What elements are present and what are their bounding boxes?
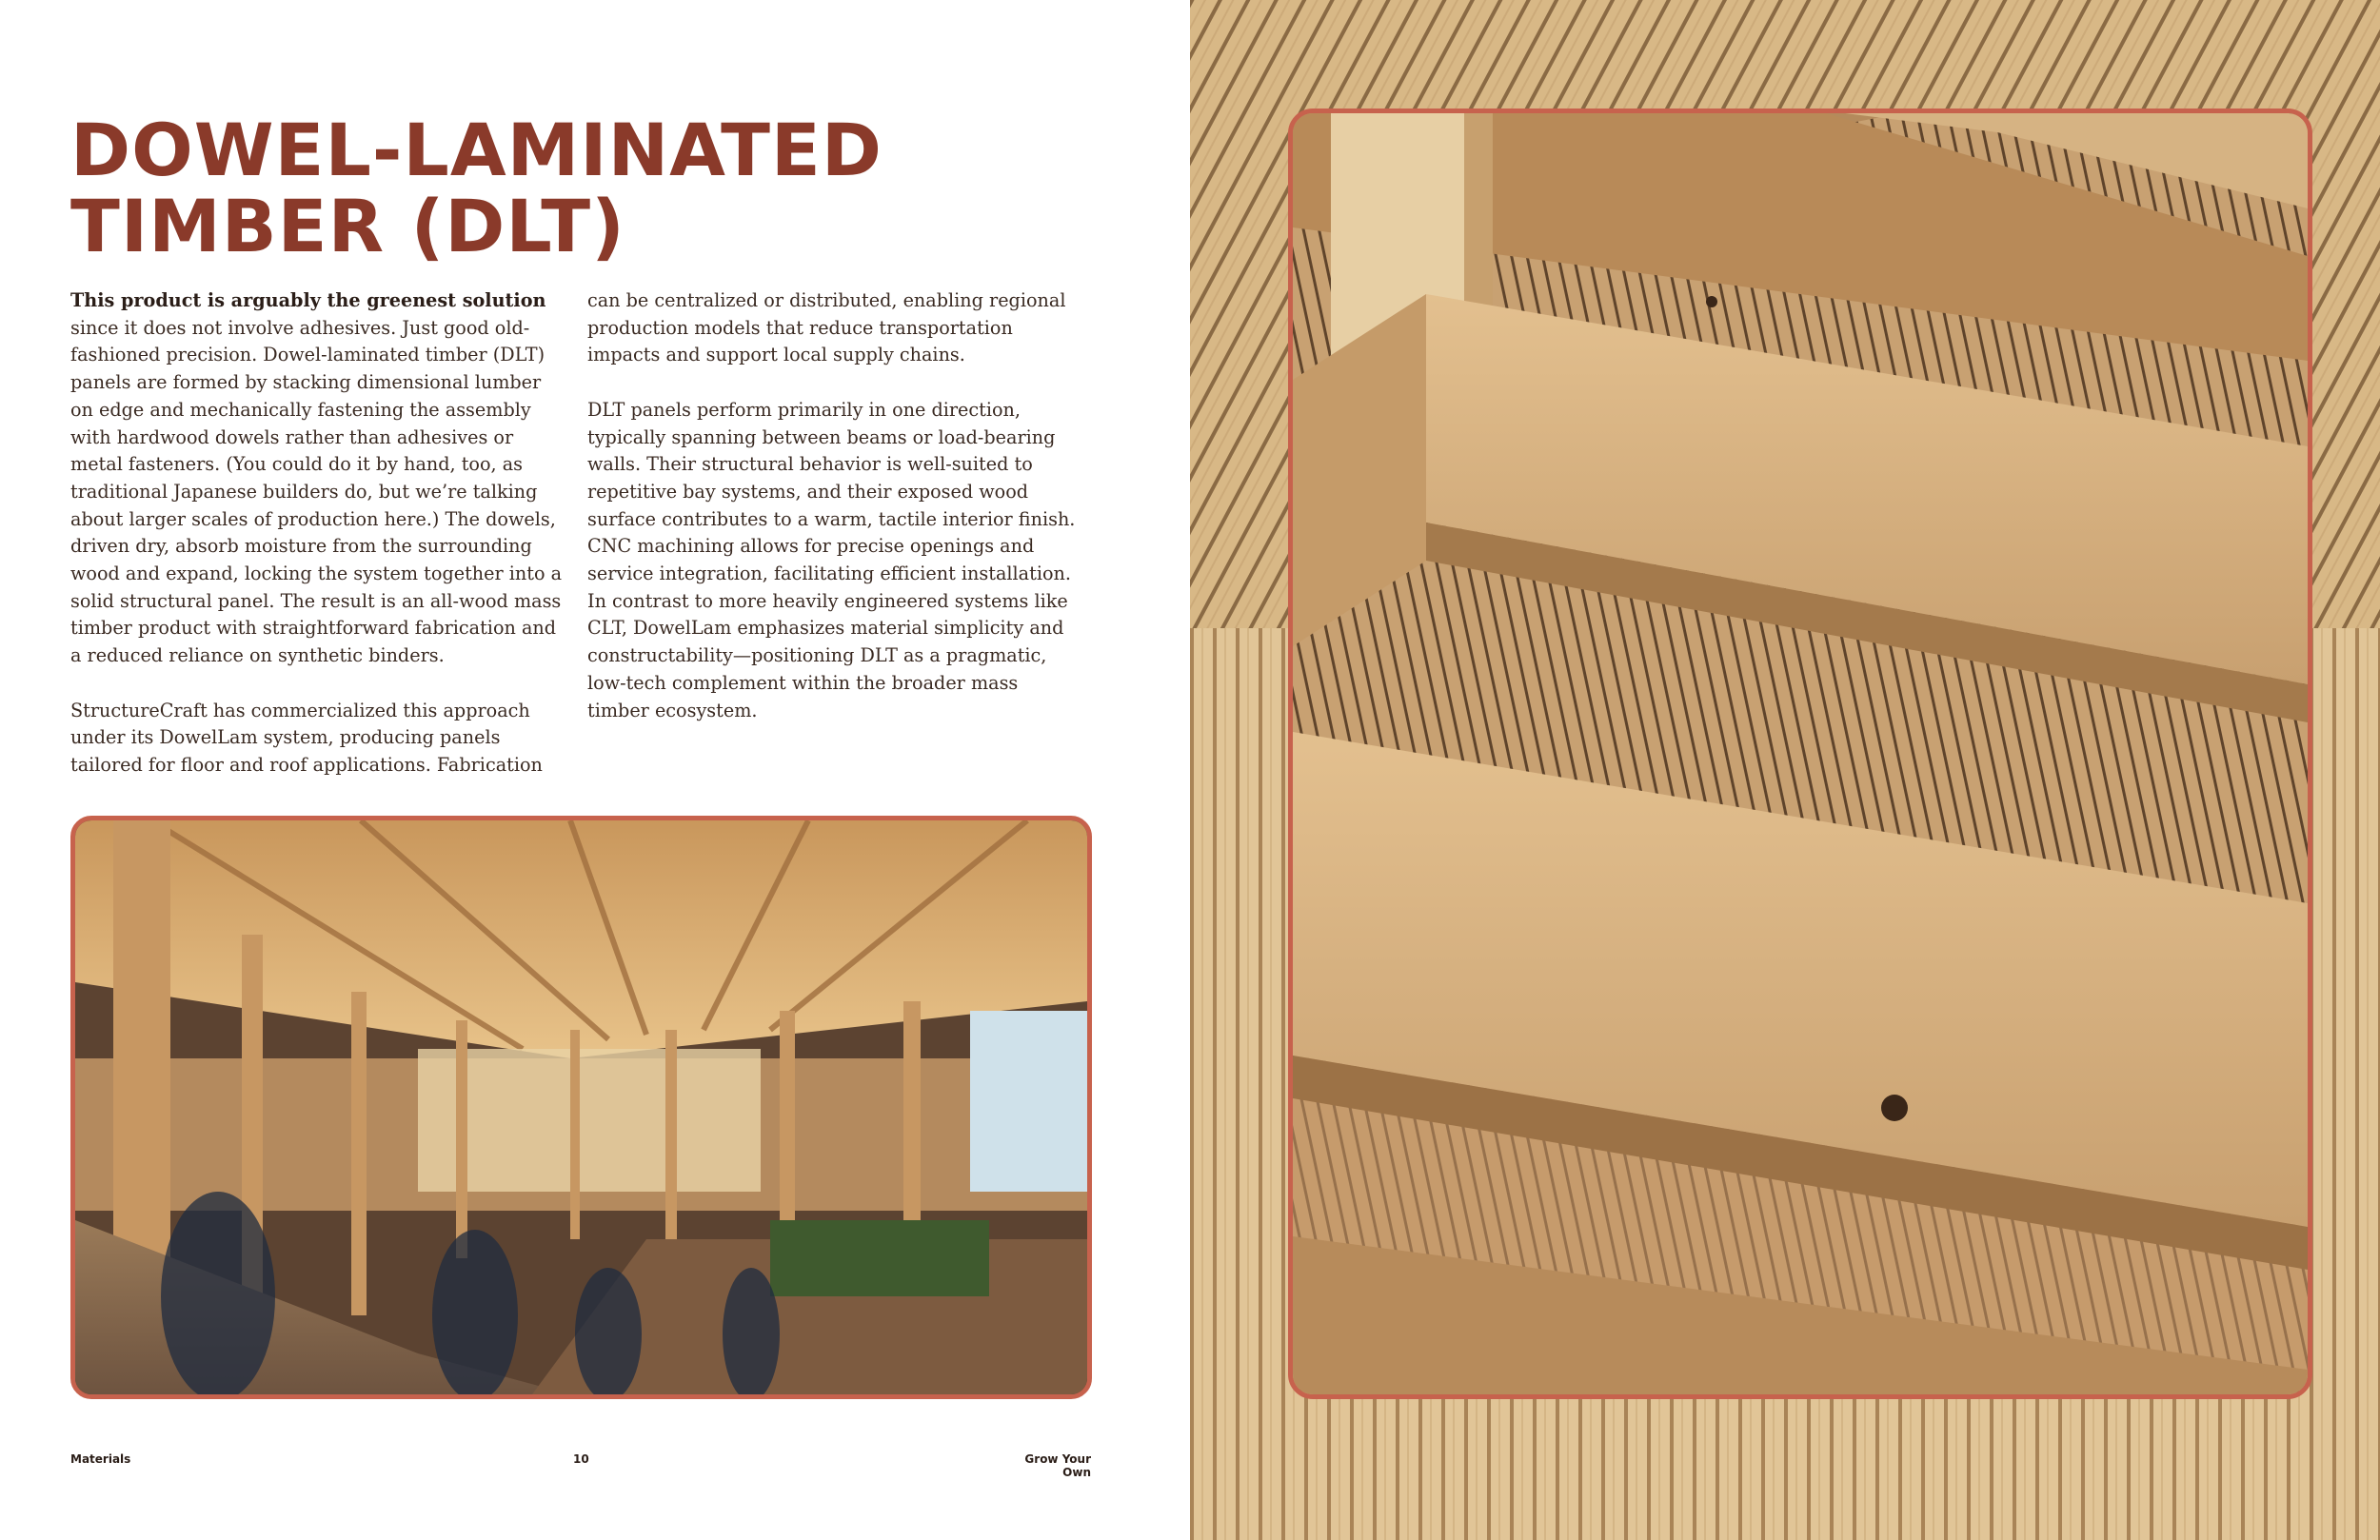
paragraph: can be centralized or distributed, enabling regional production models that reduce transportation impacts and support local supply chains. bbox=[587, 289, 1066, 366]
atrium-photo bbox=[70, 816, 1092, 1399]
article-title bbox=[70, 108, 1118, 268]
title-line-1: DOWEL-LAMINATED bbox=[70, 108, 883, 192]
lead-in: This product is arguably the greenest solution bbox=[70, 289, 546, 311]
text-column-left bbox=[70, 287, 565, 806]
footer-publication-title: Grow Your Own bbox=[1024, 1452, 1091, 1479]
footer-section-label: Materials bbox=[70, 1452, 131, 1466]
paragraph: StructureCraft has commercialized this approach under its DowelLam system, producing panels tailored for floor and roof applications. Fabrication bbox=[70, 699, 543, 776]
title-line-2: TIMBER (DLT) bbox=[70, 184, 625, 268]
paragraph bbox=[70, 287, 565, 670]
text-column-right bbox=[587, 287, 1082, 752]
atrium-photo-illustration bbox=[75, 820, 1087, 1394]
dlt-panel-illustration bbox=[1293, 113, 2308, 1394]
paragraph-text: since it does not involve adhesives. Just good old-fashioned precision. Dowel-laminated timber (DLT) panels are formed by stacking dimensional lumber on edge and mechanically fastening the assembly with hardwood dowels rather than adhesives or metal fasteners. (You could do it by hand, too, as traditional Japanese builders do, but we’re talking about larger scales of production here.) The dowels, driven dry, absorb moisture from the surrounding wood and expand, locking the system together into a solid structural panel. The result is an all-wood mass timber product with straightforward fabrication and a reduced reliance on synthetic binders. bbox=[70, 316, 563, 667]
page-number: 10 bbox=[573, 1452, 589, 1466]
right-page bbox=[1190, 0, 2380, 1540]
dlt-panel-photo bbox=[1288, 109, 2312, 1399]
paragraph: DLT panels perform primarily in one direction, typically spanning between beams or load-bearing walls. Their structural behavior is well-suited to repetitive bay systems, and their exposed wood surface contributes to a warm, tactile interior finish. CNC machining allows for precise openings and service integration, facilitating efficient installation. In contrast to more heavily engineered systems like CLT, DowelLam emphasizes material simplicity and constructability—positioning DLT as a pragmatic, low-tech complement within the broader mass timber ecosystem. bbox=[587, 398, 1076, 721]
